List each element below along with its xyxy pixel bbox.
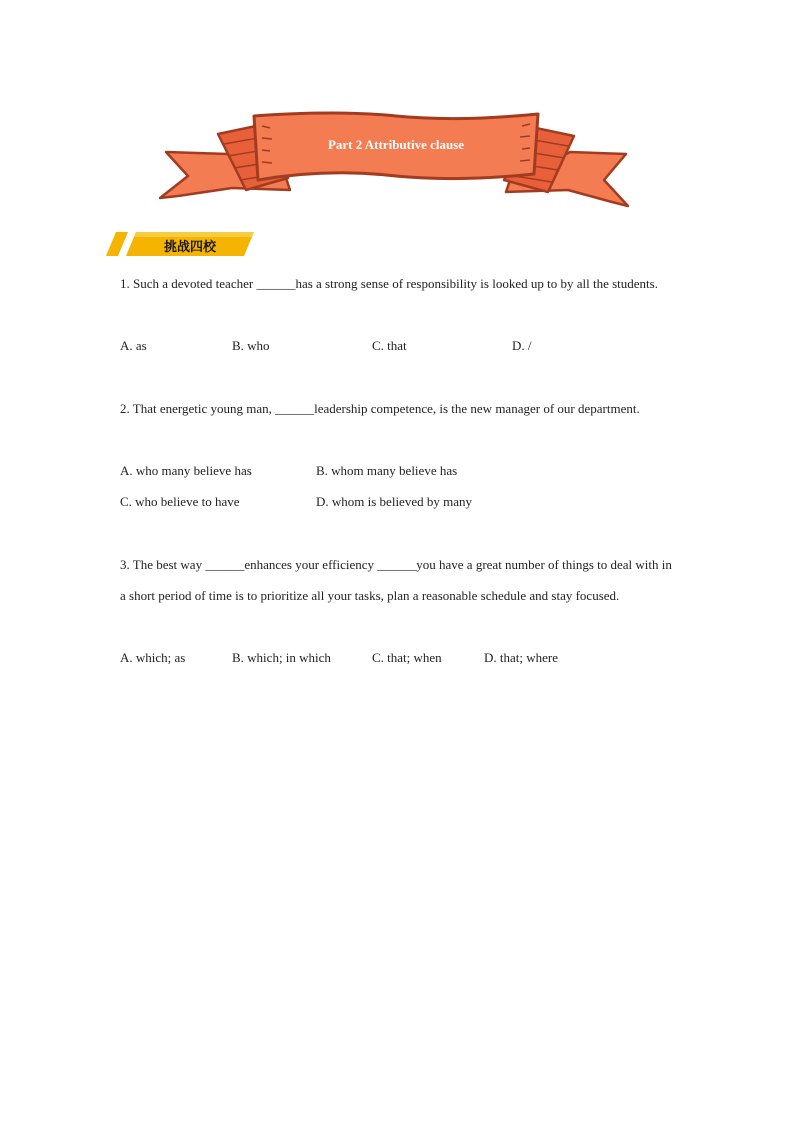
section-tag — [106, 232, 256, 256]
title-banner — [158, 108, 634, 216]
question-3-options — [120, 650, 680, 670]
question-1-option-b: B. who — [232, 338, 270, 353]
question-3-stem: 3. The best way ______enhances your efficiency ______you have a great number of things to deal with in a short period of time is to prioritize all your tasks, plan a reasonable schedule and stay focused. — [120, 557, 672, 603]
question-3-option-a: A. which; as — [120, 650, 186, 665]
question-3-option-c: C. that; when — [372, 650, 442, 665]
page-title: Part 2 Attributive clause — [327, 137, 465, 152]
question-2-option-b: B. whom many believe has — [316, 463, 458, 478]
question-2-option-d: D. whom is believed by many — [316, 494, 472, 509]
question-2-options-row-2 — [120, 494, 680, 514]
question-1-option-d: D. / — [512, 338, 532, 353]
ribbon-graphic — [158, 108, 634, 216]
question-1-option-c: C. that — [372, 338, 407, 353]
question-2-option-c: C. who believe to have — [120, 494, 240, 509]
question-2-option-a: A. who many believe has — [120, 463, 252, 478]
question-1-option-a: A. as — [120, 338, 147, 353]
question-2-options-row-1 — [120, 463, 680, 483]
question-3-option-d: D. that; where — [484, 650, 559, 665]
question-3-option-b: B. which; in which — [232, 650, 331, 665]
section-tag-label: 挑战四校 — [164, 240, 217, 255]
question-2-stem: 2. That energetic young man, ______leadership competence, is the new manager of our department. — [120, 401, 640, 416]
question-1-options — [120, 338, 680, 358]
question-1-stem: 1. Such a devoted teacher ______has a strong sense of responsibility is looked up to by all the students. — [120, 276, 658, 291]
